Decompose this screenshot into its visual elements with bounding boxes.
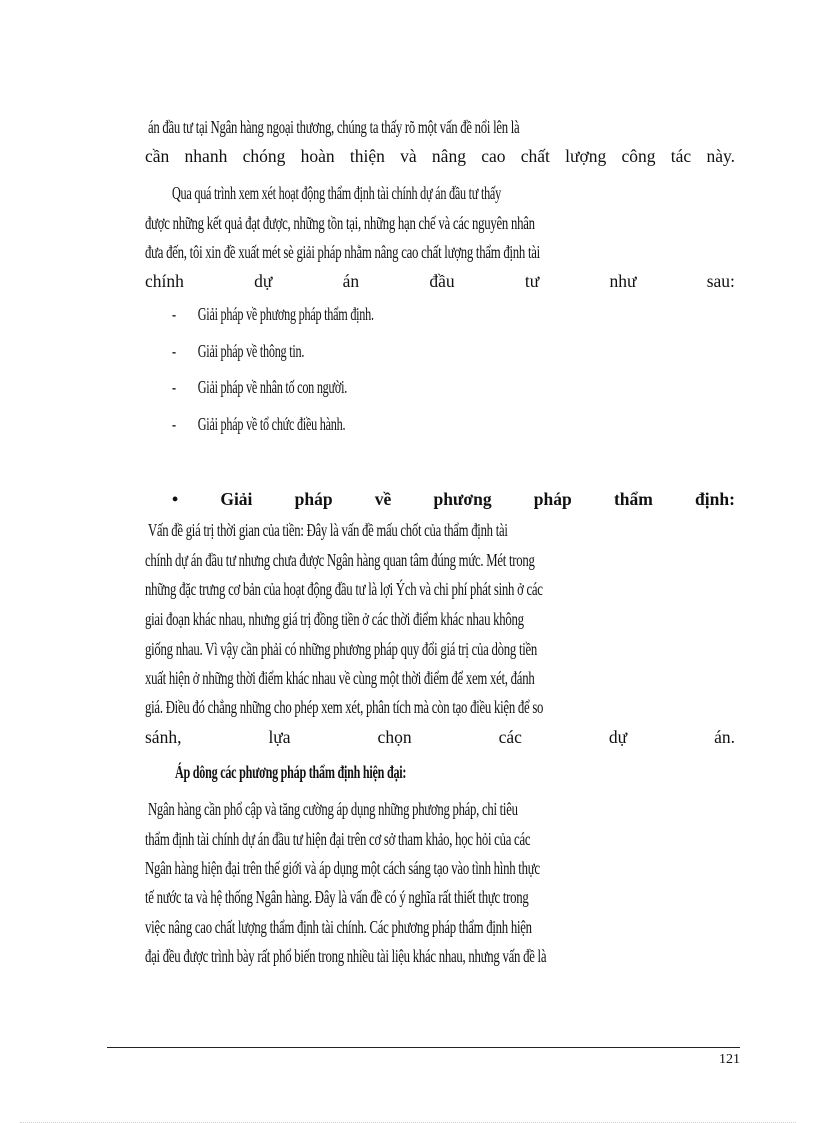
word: công — [621, 146, 656, 166]
paragraph-3-line-6: xuất hiện ở những thời điểm khác nhau về cùng một thời điểm để xem xét, đánh — [145, 668, 535, 688]
word: dự — [608, 727, 628, 747]
bullet-icon: • — [172, 489, 179, 509]
paragraph-4-line-5: việc nâng cao chất lượng thẩm định tài chính. Các phương pháp thẩm định hiện — [145, 917, 532, 937]
word: án — [342, 271, 360, 291]
solution-text: Giải pháp về phương pháp thẩm định. — [197, 304, 374, 324]
paragraph-1-line-1: án đầu tư tại Ngân hàng ngoại thương, chúng ta thấy rõ một vấn đề nổi lên là — [148, 117, 520, 137]
word: dự — [254, 271, 273, 291]
paragraph-3-line-5: giống nhau. Vì vậy cần phải có những phương pháp quy đổi giá trị của dòng tiền — [145, 639, 538, 659]
word: nâng — [431, 146, 466, 166]
paragraph-3-line-7: giá. Điều đó chẳng những cho phép xem xét, phân tích mà còn tạo điều kiện để so — [145, 697, 544, 717]
word: sau: — [706, 271, 735, 291]
paragraph-3-line-8 — [145, 727, 735, 747]
solution-list-item — [172, 414, 740, 434]
paragraph-1-line-2 — [145, 146, 735, 166]
word: các — [498, 727, 522, 747]
word: như — [609, 271, 637, 291]
dash-marker: - — [172, 341, 176, 361]
word: chất — [520, 146, 550, 166]
solution-list-item — [172, 341, 740, 361]
word: sánh, — [145, 727, 182, 747]
word: hoàn — [300, 146, 335, 166]
heading-word: pháp — [533, 489, 572, 509]
page-number: 121 — [719, 1052, 740, 1067]
heading-word: định: — [695, 489, 735, 509]
word: cao — [481, 146, 506, 166]
paragraph-2-line-4 — [145, 271, 735, 291]
solution-text: Giải pháp về tổ chức điều hành. — [197, 414, 346, 434]
paragraph-4-line-2: thẩm định tài chính dự án đầu tư hiện đại trên cơ sở tham khảo, học hỏi của các — [145, 829, 531, 849]
solution-list-item — [172, 304, 740, 324]
word: tư — [524, 271, 540, 291]
paragraph-3-line-4: giai đoạn khác nhau, nhưng giá trị đồng tiền ở các thời điểm khác nhau không — [145, 609, 524, 629]
word: án. — [714, 727, 735, 747]
heading-word: pháp — [294, 489, 333, 509]
word: chính — [145, 271, 184, 291]
word: nhanh — [184, 146, 228, 166]
word: lựa — [268, 727, 291, 747]
solution-text: Giải pháp về nhân tố con người. — [197, 377, 348, 397]
paragraph-4-line-6: đại đều được trình bày rất phổ biến trong nhiều tài liệu khác nhau, nhưng vấn đề là — [145, 946, 547, 966]
heading-word: Giải — [220, 489, 253, 509]
paragraph-4-line-4: tế nước ta và hệ thống Ngân hàng. Đây là vấn đề có ý nghĩa rất thiết thực trong — [145, 887, 529, 907]
paragraph-2-line-1: Qua quá trình xem xét hoạt động thẩm định tài chính dự án đầu tư thấy — [172, 183, 501, 203]
word: cần — [145, 146, 170, 166]
word: lượng — [565, 146, 607, 166]
heading-word: phương — [433, 489, 492, 509]
paragraph-4-line-3: Ngân hàng hiện đại trên thế giới và áp dụng một cách sáng tạo vào tình hình thực — [145, 858, 540, 878]
paragraph-2-line-2: được những kết quả đạt được, những tồn tại, những hạn chế và các nguyên nhân — [145, 213, 535, 233]
paragraph-3-line-2: chính dự án đầu tư nhưng chưa được Ngân hàng quan tâm đúng mức. Mét trong — [145, 550, 535, 570]
word: này. — [706, 146, 735, 166]
section-heading — [172, 489, 735, 509]
paragraph-3-line-1: Vấn đề giá trị thời gian của tiền: Đây là vấn đề mấu chốt của thẩm định tài — [148, 520, 508, 540]
heading-word: về — [374, 489, 392, 509]
dash-marker: - — [172, 414, 176, 434]
paragraph-4-line-1: Ngân hàng cần phổ cập và tăng cường áp dụng những phương pháp, chỉ tiêu — [148, 799, 518, 819]
solution-list-item — [172, 377, 740, 397]
heading-word: thẩm — [613, 489, 653, 509]
paragraph-2-line-3: đưa đến, tôi xin đề xuất mét sè giải pháp nhằm nâng cao chất lượng thẩm định tài — [145, 242, 540, 262]
word: đầu — [429, 271, 455, 291]
word: thiện — [349, 146, 385, 166]
word: chọn — [377, 727, 412, 747]
subheading: Áp dông các phương pháp thẩm định hiện đại: — [175, 762, 407, 782]
word: chóng — [242, 146, 286, 166]
footer-rule — [107, 1047, 740, 1048]
dash-marker: - — [172, 304, 176, 324]
dash-marker: - — [172, 377, 176, 397]
word: và — [400, 146, 417, 166]
paragraph-3-line-3: những đặc trưng cơ bản của hoạt động đầu tư là lợi Ých và chi phí phát sinh ở các — [145, 579, 543, 599]
word: tác — [670, 146, 692, 166]
solution-text: Giải pháp về thông tin. — [197, 341, 305, 361]
